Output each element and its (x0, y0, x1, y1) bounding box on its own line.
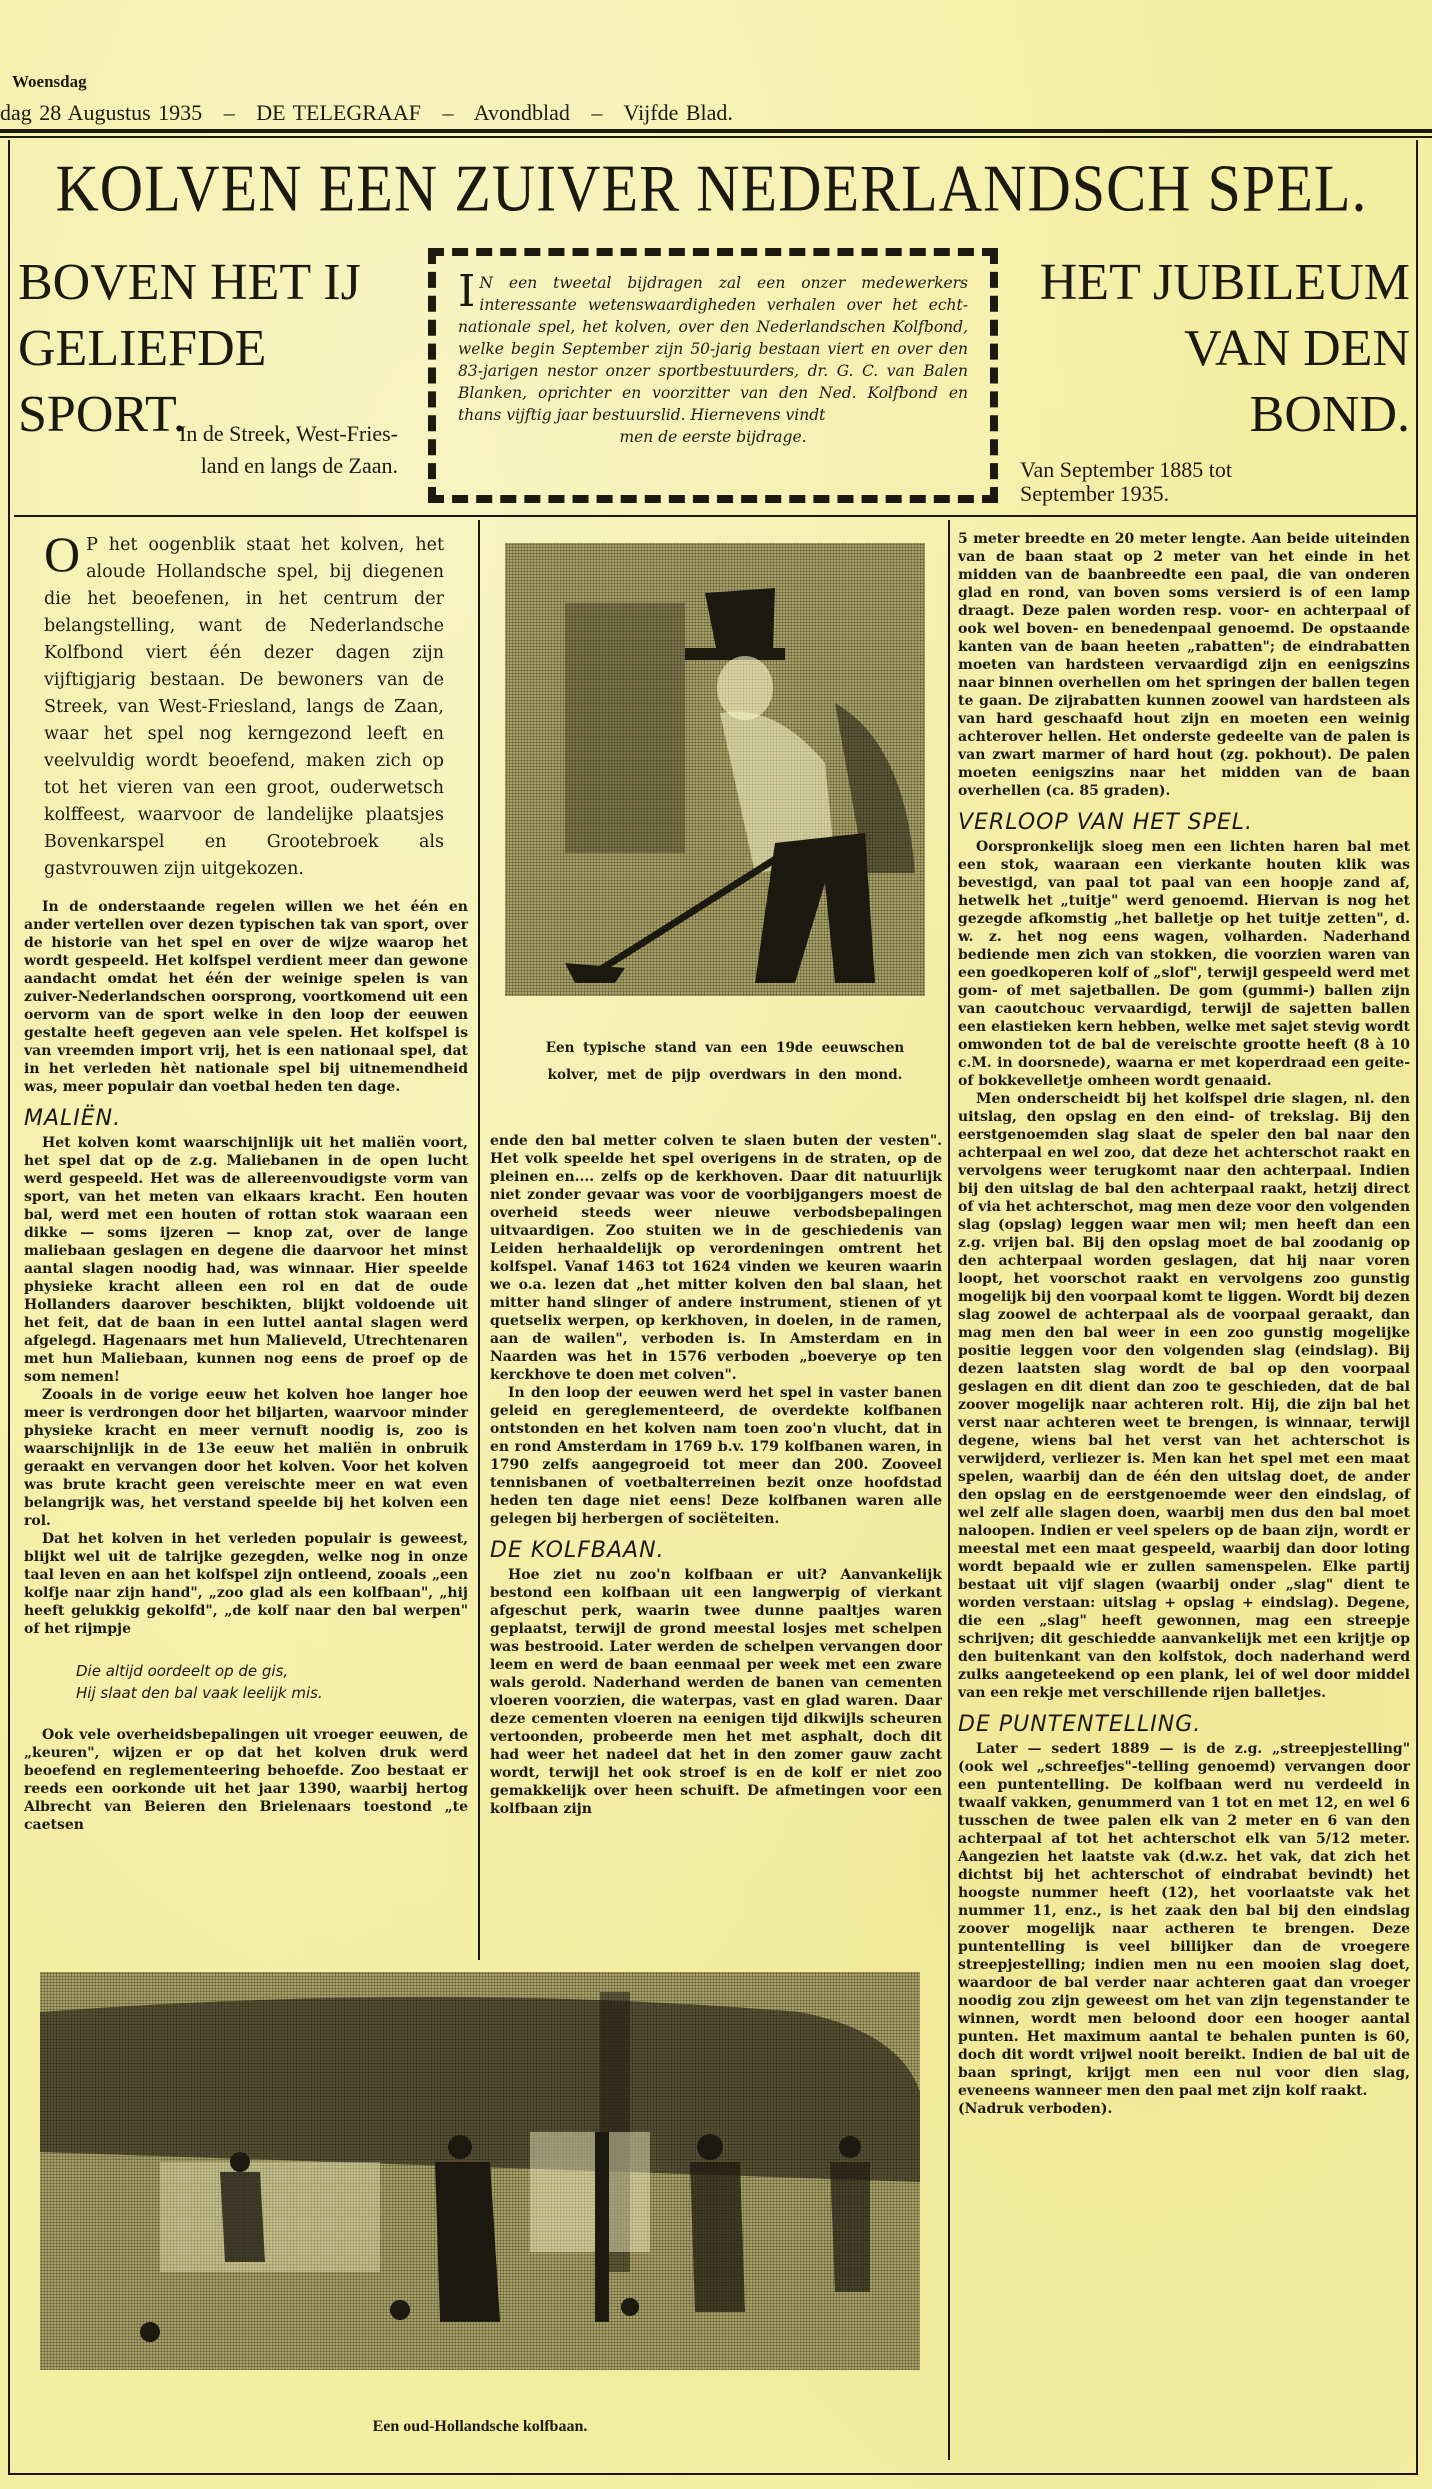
paragraph: Ook vele overheidsbepalingen uit vroeger eeuwen, de „keuren", wijzen er op dat het kolven druk werd beoefend en reglementeering behoefde. Zoo bestaat er reeds een oorkonde uit het jaar 1390, waarbij hertog Albrecht van Beieren den Brielenaars toestond „te caetsen (24, 1727, 468, 1833)
paragraph: Hoe ziet nu zoo'n kolfbaan er uit? Aanvankelijk bestond een kolfbaan uit een langwerpig of vierkant afgeschut perk, waarin twee dunne paaltjes waren geplaatst, terwijl de grond meestal losjes met schelpen was bestrooid. Later werden de schelpen vervangen door leem en werd de baan eenmaal per week met een zware wals gerold. Naderhand werden de banen van cementen vloeren voorzien, die waterpas, vast en glad waren. Daar deze cementen vloeren na eenigen tijd dikwijls scheuren vertoonden, probeerde men het met asphalt, doch dit had weer het nadeel dat het in den zomer gauw zacht wordt, terwijl het ook stroef is en de kolf er niet zoo gemakkelijk over heen schuift. De afmetingen voor een kolfbaan zijn (490, 1567, 942, 1817)
headline: KOLVEN EEN ZUIVER NEDERLANDSCH SPEL. (55, 151, 1368, 226)
kolver-drawing (505, 543, 925, 996)
right-heading (1010, 250, 1410, 448)
masthead-rule-thin (0, 136, 1432, 138)
paragraph: In de onderstaande regelen willen we het één en ander vertellen over dezen typischen tak van sport, over de historie van het spel en over de wijze waarop het wordt gespeeld. Het kolfspel verdient meer dan gewone aandacht omdat het één der weinige spelen is van zuiver-Nederlandschen oorsprong, voortkomend uit een oervorm van de sport welke in den loop der eeuwen gestalte heeft gegeven aan vele spelen. Het kolfspel is van vreemden import vrij, het is een nationaal spel, dat in het verleden hèt nationale spel bij uitnemendheid was, meer populair dan voetbal heden ten dage. (24, 899, 468, 1095)
paragraph: Het kolven komt waarschijnlijk uit het maliën voort, het spel dat op de z.g. Maliebanen in de open lucht werd gespeeld. Het was de allereenvoudigste vorm van sport, van het meten van elkaars kracht. Een houten bal, werd met een houten of rottan stok waaraan een dikke — soms ijzeren — knop zat, over de lange maliebaan geslagen en degene die daarvoor het minst aantal slagen noodig had, was winnaar. Hier speelde physieke kracht alleen een rol en dat de oude Hollanders daarover beschikten, blijkt voldoende uit het feit, dat de baan in een luttel aantal slagen werd afgelegd. Hagenaars met hun Malieveld, Utrechtenaren met hun Maliebaan, kunnen nog eens de proef op de som nemen! (24, 1135, 468, 1385)
right-subheading (1020, 458, 1320, 506)
credit-line: (Nadruk verboden). (958, 2101, 1113, 2117)
masthead-separator: – (223, 100, 235, 125)
paragraph: Dat het kolven in het verleden populair is geweest, blijkt wel uit de talrijke gezegden, welke nog in onze taal leven en aan het kolfspel zijn ontleend, zooals „een kolfje naar zijn hand", „zoo glad als een kolfbaan", „hij heeft gelukkig gekolfd", „de kolf naar den bal werpen" of het rijmpje (24, 1531, 468, 1637)
paragraph: 5 meter breedte en 20 meter lengte. Aan beide uiteinden van de baan staat op 2 meter van het einde in het midden van de baanbreedte een paal, die van onderen glad en rond, van boven soms versierd is of een lamp draagt. Deze palen worden resp. voor- en achterpaal of ook wel boven- en benedenpaal genoemd. De opstaande kanten van de baan heeten „rabatten"; de eindrabatten moeten van hardsteen vervaardigd zijn en eenigszins naar binnen overhellen om het springen der ballen tegen te gaan. De zijrabatten kunnen zoowel van hardsteen als van hard geschaafd hout zijn en moeten een weinig achterover hellen. Het onderste gedeelte van de palen is van zwart marmer of hard hout (zg. pokhout). De palen moeten eenigszins naar het midden van de baan overhellen (ca. 85 graden). (958, 531, 1410, 799)
poem-line: Hij slaat den bal vaak leelijk mis. (76, 1684, 323, 1702)
subheading-malien: MALIËN. (24, 1106, 122, 1131)
intro-last-line: men de eerste bijdrage. (619, 428, 807, 446)
paragraph: ende den bal metter colven te slaen buten der vesten". Het volk speelde het spel overigens in de straten, op de pleinen en.... zelfs op de kerkhoven. Daar dit natuurlijk niet zonder gevaar was voor de voorbijgangers moest de overheid steeds weer nieuwe verbodsbepalingen uitvaardigen. Zoo stuiten we in de geschiedenis van Leiden herhaaldelijk op verordeningen omtrent het kolfspel. Vanaf 1463 tot 1624 vinden we keuren waarin we o.a. lezen dat „het mitter kolven den bal slaan, het mitter hand slinger of andere instrument, stienen of yt quetselix werpen, op kerkhoven, in doelen, in de ramen, aan de wailen", verboden is. In Amsterdam en in Naarden was het in 1576 verboden „boeverye op ten kerckhove te doen met colven". (490, 1133, 942, 1383)
paragraph: Zooals in de vorige eeuw het kolven hoe langer hoe meer is verdrongen door het biljarten, waarvoor minder physieke kracht en meer vernuft noodig is, zoo is waarschijnlijk in de 13e eeuw het maliën in onbruik geraakt en vervangen door het kolven. Voor het kolven was brute kracht geen vereischte meer en wat even belangrijk was, het verstand speelde bij het kolven een rol. (24, 1387, 468, 1529)
column-middle (490, 1132, 942, 1818)
paragraph: Men onderscheidt bij het kolfspel drie slagen, nl. den uitslag, den opslag en den eind- of trekslag. Bij den eerstgenoemden slag slaat de speler den bal naar den achterpaal en wel zoo, dat deze het achterschot raakt en vervolgens weer terugkomt naar den achterpaal. Indien bij den uitslag de bal den achterpaal raakt, hetzij direct of via het achterschot, mag men deze voor den volgenden slag (opslag) leggen waar men wil; men heeft dan een z.g. vrijen bal. Bij den opslag moet de bal zoodanig op den achterpaal worden geslagen, dat hij naar voren loopt, het voorschot raakt en vervolgens zoo gunstig mogelijk bij den voorpaal komt te liggen. Wordt bij dezen slag zoowel de achterpaal als de voorpaal geraakt, dan mag men den bal weer in een zoo gunstig mogelijke positie leggen voor den volgenden slag (eindslag). Bij dezen laatsten slag wordt de bal op den voorpaal geslagen en dit dient dan zoo te geschieden, dat de bal zoover mogelijk naar achteren rolt. Hij, die zijn bal het verst naar achteren weet te brengen, is winnaar, terwijl degene, wiens bal het verst van het achterschot is verwijderd, verliezer is. Men kan het spel met een maat spelen, waarbij dan de één den uitslag doet, de ander den opslag en de eerstgenoemde weer den eindslag, of wel zelf alle slagen doen, waarbij men dus den bal moet naloopen. Indien er veel spelers op de baan zijn, wordt er meestal met een maat gespeeld, waarbij dan door loting wordt bepaald wie er zullen samenspelen. Elke partij bestaat uit vijf slagen (waarbij onder „slag" dient te worden verstaan: uitslag + opslag + eindslag). Degene, die een „slag" heeft gewonnen, mag een streepje schrijven; dit geschiedde aanvankelijk met een krijtje op den buitenkant van den kolfstok, doch naderhand werd zulks aangeteekend op een plank, lei of wel door middel van een rekje met verschillende rijen balletjes. (958, 1091, 1410, 1701)
intro-body: N een tweetal bijdragen zal een onzer medewerkers interessante wetenswaardigheden verhalen over het echt-nationale spel, het kolven, over den Nederlandschen Kolfbond, welke begin September zijn 50-jarig bestaan viert en over den 83-jarigen nestor onzer sportbestuurders, dr. G. C. van Balen Blanken, oprichter en voorzitter van den Ned. Kolfbond en thans vijftig jaar bestuurslid. Hiernevens vindt (458, 274, 968, 424)
right-heading-line: HET JUBILEUM (1039, 254, 1410, 311)
section-rule (14, 515, 1416, 517)
right-subheading-line: September 1935. (1020, 481, 1170, 506)
masthead-weekday: Woensdag (12, 72, 87, 91)
kolfbaan-drawing (40, 1972, 920, 2370)
right-subheading-line: Van September 1885 tot (1020, 457, 1233, 482)
masthead-rule (0, 129, 1432, 133)
column-rule (478, 520, 480, 1960)
kolver-illustration-icon (505, 543, 925, 996)
paragraph: Oorspronkelijk sloeg men een lichten haren bal met een stok, waaraan een vierkante houten klik was bevestigd, van paal tot paal van een hoopje zand af, hetwelk het „tuitje" werd genoemd. Hiervan is nog het gezegde afkomstig „het balletje op het tuitje zetten", d. w. z. het nog eens wagen, volharden. Naderhand bediende men zich van stokken, die voorzien waren van een goedkoperen kolf of „slof", terwijl gespeeld werd met gom- of met sajetballen. De gom (gummi-) ballen zijn van caoutchouc vervaardigd, terwijl de sajetten ballen een elastieken kern hebben, welke met sajet stevig wordt omwonden tot de bal de vereischte grootte heeft (8 à 10 c.M. in doorsnede), waarna er met koperdraad een geite- of bokkevelletje omheen wordt genaaid. (958, 839, 1410, 1089)
caption-line: kolver, met de pijp overdwars in den mond. (547, 1067, 903, 1083)
lead-text: P het oogenblik staat het kolven, het aloude Hollandsche spel, bij diegenen die het beoefenen, in het centrum der belangstelling, want de Nederlandsche Kolfbond viert één dezer dagen zijn vijftigjarig bestaan. De bewoners van de Streek, van West-Friesland, langs de Zaan, waar het spel nog kerngezond leeft en veelvuldig wordt beoefend, maken zich op tot het vieren van een groot, ouderwetsch kolffeest, waarvoor de landelijke plaatsjes Bovenkarspel en Grootebroek als gastvrouwen zijn uitgekozen. (44, 535, 444, 879)
left-subheading-line: In de Streek, West-Fries- (179, 421, 398, 446)
lead-dropcap: O (44, 526, 81, 582)
left-subheading (128, 418, 398, 482)
intro-text (458, 266, 968, 448)
right-heading-line: VAN DEN (1184, 320, 1410, 377)
left-heading-line: BOVEN HET IJ (18, 254, 361, 311)
subheading-puntentelling: DE PUNTENTELLING. (958, 1712, 1202, 1737)
masthead-line (0, 100, 747, 126)
masthead-paper-name: DE TELEGRAAF (256, 100, 421, 125)
intro-box (428, 248, 998, 503)
masthead-edition: Avondblad (473, 100, 570, 125)
poem (76, 1660, 468, 1704)
column-rule (948, 520, 950, 2460)
right-heading-line: BOND. (1249, 386, 1410, 443)
figure-caption (505, 1035, 945, 1089)
kolfbaan-illustration-icon (40, 1972, 920, 2370)
masthead-page: Vijfde Blad. (623, 100, 733, 125)
masthead-separator: – (442, 100, 454, 125)
paragraph: In den loop der eeuwen werd het spel in vaster banen geleid en gereglementeerd, de overdekte kolfbanen ontstonden en het kolven nam toen zoo'n vlucht, dat in en rond Amsterdam in 1769 b.v. 179 kolfbanen waren, in 1790 zelfs aangegroeid tot meer dan 200. Zooveel tennisbanen of voetbalterreinen bezit onze hoofdstad heden ten dage niet eens! Deze kolfbanen waren alle gelegen bij herbergen of sociëteiten. (490, 1385, 942, 1527)
paragraph: Later — sedert 1889 — is de z.g. „streepjestelling" (ook wel „schreefjes"-telling genoemd) vervangen door een puntentelling. De kolfbaan werd nu verdeeld in twaalf vakken, genummerd van 1 tot en met 12, en wel 6 tusschen de twee palen elk van 2 meter en 6 van den achterpaal af tot het achterschot elk van 5/12 meter. Aangezien het laatste vak (d.w.z. het vak, dat zich het dichtst bij het achterschot of eindrabat bevindt) het hoogste nummer heeft (12), het voorlaatste vak het nummer 11, enz., is het zaak den bal bij den eindslag zoover mogelijk naar actheren te brengen. Deze puntentelling is veel billijker dan de vroegere streepjestelling; indien men nu een mooien slag doet, waardoor de bal verder naar achteren gaat dan vroeger noodig zou zijn geweest om het van zijn tegenstander te winnen, wordt men beloond door een hooger aantal punten. Het maximum aantal te behalen punten is 60, doch dit wordt vrijwel nooit bereikt. Indien de bal uit de baan springt, krijgt men een nul voor dien slag, eveneens wanneer men den paal met zijn kolf raakt. (958, 1741, 1410, 2099)
column-left (24, 898, 468, 1834)
subheading-verloop: VERLOOP VAN HET SPEL. (958, 810, 1254, 835)
figure-caption-bottom: Een oud-Hollandsche kolfbaan. (372, 2418, 588, 2435)
subheading-kolfbaan: DE KOLFBAAN. (490, 1538, 665, 1563)
left-heading-line: SPORT. (18, 386, 186, 443)
intro-dropcap: I (458, 266, 476, 317)
column-right (958, 530, 1410, 2118)
caption-line: Een typische stand van een 19de eeuwschen (545, 1040, 905, 1056)
masthead-date: dag 28 Augustus 1935 (0, 100, 203, 125)
left-subheading-line: land en langs de Zaan. (200, 453, 398, 478)
lead-paragraph (44, 526, 444, 883)
left-heading-line: GELIEFDE (18, 320, 267, 377)
masthead-separator: – (591, 100, 603, 125)
poem-line: Die altijd oordeelt op de gis, (76, 1662, 289, 1680)
